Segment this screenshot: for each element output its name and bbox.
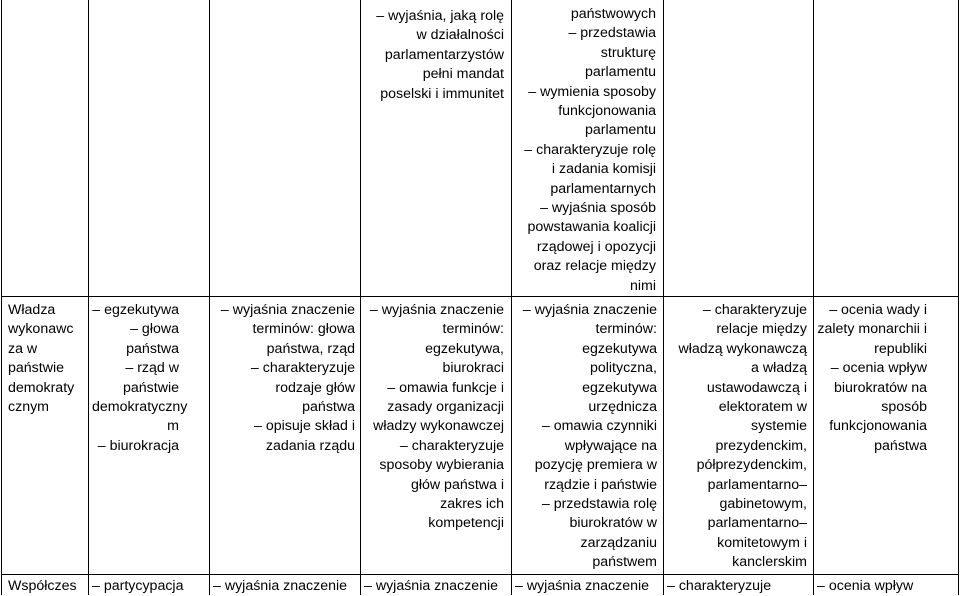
prev-row-extended-cell: państwowych – przedstawia strukturę parlamentu – wymienia sposoby funkcjonowania parlamentu – charakteryzuje rolę i zadania komisji parlamentarnych – wyjaśnia sposób powstawania koalicji rządowej i opozycji oraz relacje między nimi: [524, 6, 656, 294]
extended-basic-cell: – wyjaśnia znaczenie terminów: egzekutywa, biurokraci – omawia funkcje i zasady organizacji władzy wykonawczej – charakteryzuje sposoby wybierania głów państwa i zakres ich kompetencji: [369, 302, 504, 532]
topic-cell: Władza wykonawc za w państwie demokraty cznym: [8, 302, 75, 416]
column-divider-1: [88, 0, 89, 595]
prev-row-outcomes-cell: – wyjaśnia, jaką rolę w działalności parlamentarzystów pełni mandat poselski i immunitet: [376, 8, 504, 102]
next-content-cell: – partycypacja: [92, 578, 184, 594]
basic-requirements-cell: – wyjaśnia znaczenie terminów: głowa państwa, rząd – charakteryzuje rodzaje głów państwa – opisuje skład i zadania rządu: [220, 302, 355, 454]
row-divider-top: [1, 296, 959, 297]
row-divider-bottom: [1, 574, 959, 575]
table-border-right: [958, 0, 959, 595]
full-cell: – ocenia wady i zalety monarchii i republiki – ocenia wpływ biurokratów na sposób funkcjonowania państwa: [817, 302, 927, 454]
table-border-left: [1, 0, 2, 595]
next-basic-cell: – wyjaśnia znaczenie: [213, 578, 348, 594]
next-extended-basic-cell: – wyjaśnia znaczenie: [364, 578, 499, 594]
advanced-cell: – wyjaśnia znaczenie terminów: egzekutywa polityczna, egzekutywa urzędnicza – omawia czynniki wpływające na pozycję premiera w rządzie i państwie – przedstawia rolę biurokratów w zarządzaniu państwem: [522, 302, 657, 571]
next-topic-cell: Współczes: [8, 578, 77, 594]
column-divider-4: [511, 0, 512, 595]
next-advanced-cell: – wyjaśnia znaczenie: [515, 578, 650, 594]
next-full-cell: – ocenia wpływ: [817, 578, 914, 594]
next-complementary-cell: – charakteryzuje: [667, 578, 772, 594]
column-divider-6: [813, 0, 814, 595]
column-divider-2: [209, 0, 210, 595]
content-cell: – egzekutywa – głowa państwa – rząd w państwie demokratyczny m – biurokracja: [92, 302, 188, 454]
complementary-cell: – charakteryzuje relacje między władzą wykonawczą a władzą ustawodawczą i elektoratem w systemie prezydenckim, półprezydenckim, parlamentarno– gabinetowym, parlamentarno– komitetowym i kanclerskim: [678, 302, 807, 571]
column-divider-3: [360, 0, 361, 595]
column-divider-5: [663, 0, 664, 595]
